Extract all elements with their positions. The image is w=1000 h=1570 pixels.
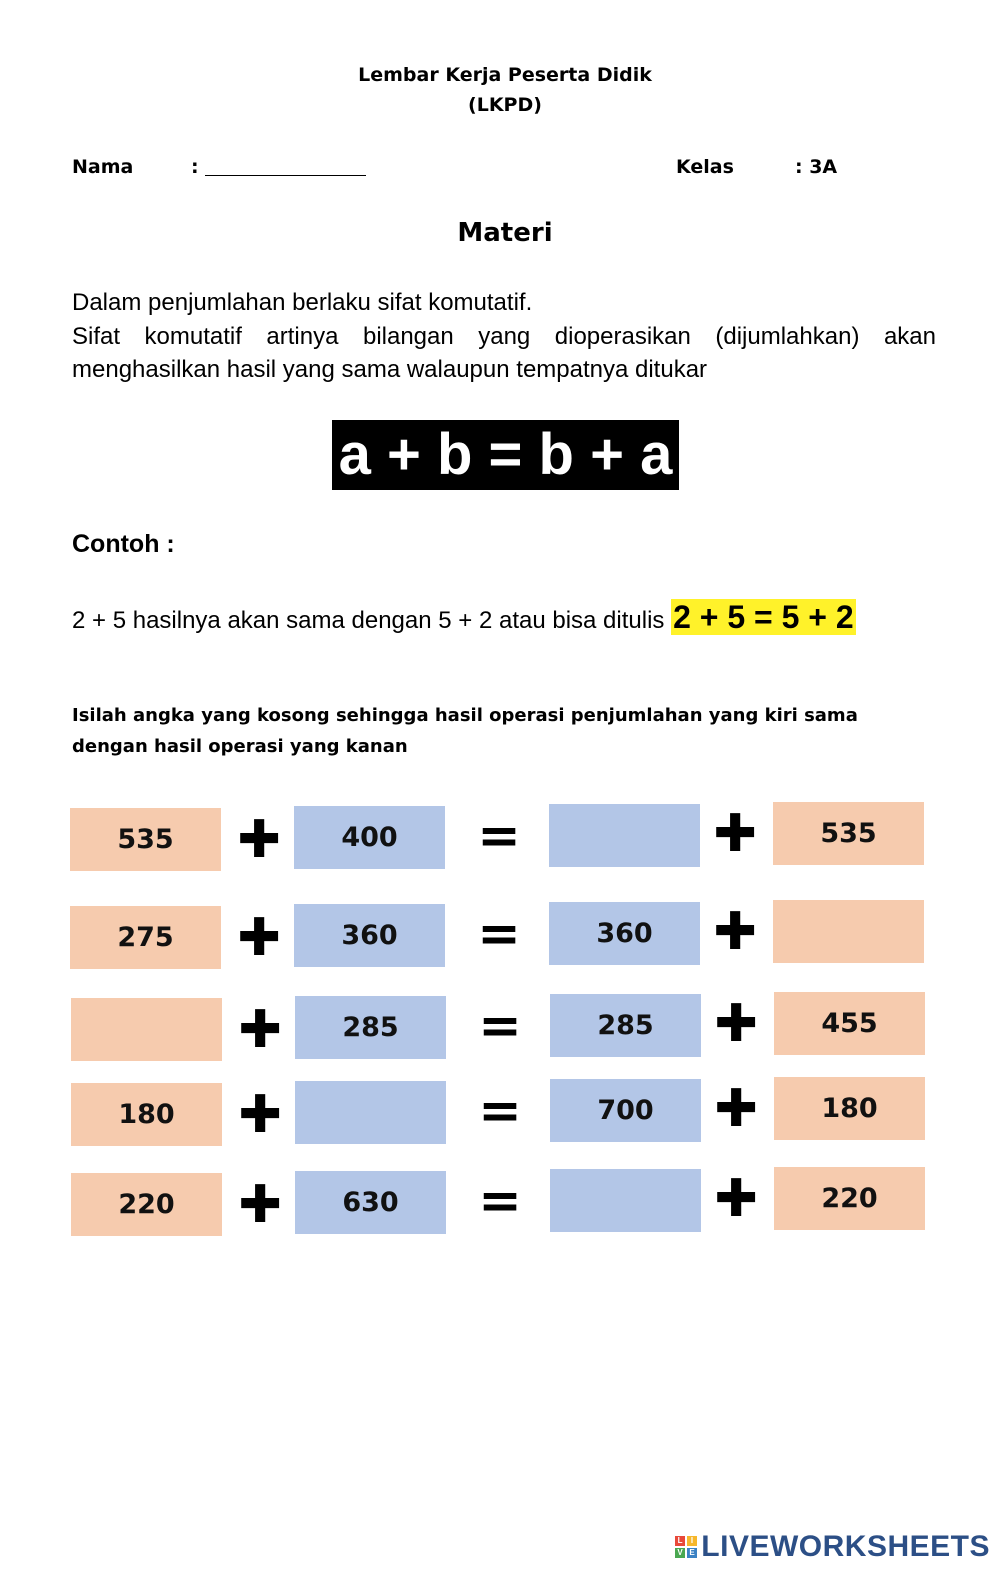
kelas-value: : 3A [795,156,838,178]
plus-icon: ✚ [714,993,758,1054]
row-4-box-c: 700 [550,1079,701,1142]
nama-blank-line[interactable] [205,174,366,176]
materi-line-1: Dalam penjumlahan berlaku sifat komutatif. [72,289,533,316]
plus-icon: ✚ [238,1174,282,1235]
row-3-box-d: 455 [774,992,925,1055]
row-1-box-a: 535 [70,808,221,871]
plus-icon: ✚ [713,803,757,864]
worksheet-subtitle: (LKPD) [468,94,542,116]
kelas-label: Kelas [676,156,734,178]
plus-icon: ✚ [238,1084,282,1145]
plus-icon: ✚ [237,907,281,968]
row-2-box-d-input[interactable] [773,900,924,963]
instruction-line-1: Isilah angka yang kosong sehingga hasil operasi penjumlahan yang kiri sama [72,705,858,726]
row-1-box-c-input[interactable] [549,804,700,867]
contoh-highlight: 2 + 5 = 5 + 2 [673,599,854,635]
worksheet-title: Lembar Kerja Peserta Didik [358,64,652,86]
plus-icon: ✚ [714,1168,758,1229]
row-4-box-d: 180 [774,1077,925,1140]
plus-icon: ✚ [237,809,281,870]
equals-icon: = [477,805,521,866]
row-3-box-b: 285 [295,996,446,1059]
equals-icon: = [478,1080,522,1141]
instruction-line-2: dengan hasil operasi yang kanan [72,736,408,757]
row-1-box-b: 400 [294,806,445,869]
nama-label: Nama [72,156,134,178]
plus-icon: ✚ [713,901,757,962]
row-2-box-a: 275 [70,906,221,969]
equals-icon: = [477,903,521,964]
row-5-box-d: 220 [774,1167,925,1230]
row-5-box-c-input[interactable] [550,1169,701,1232]
row-3-box-a-input[interactable] [71,998,222,1061]
nama-colon: : [191,156,199,178]
formula-box: a + b = b + a [332,420,679,490]
contoh-label: Contoh : [72,530,175,558]
plus-icon: ✚ [714,1078,758,1139]
contoh-text: 2 + 5 hasilnya akan sama dengan 5 + 2 atau bisa ditulis [72,607,665,634]
plus-icon: ✚ [238,999,282,1060]
row-5-box-b: 630 [295,1171,446,1234]
row-2-box-b: 360 [294,904,445,967]
materi-heading: Materi [457,218,553,248]
instruction [72,700,952,762]
liveworksheets-logo[interactable] [675,1530,990,1564]
row-3-box-c: 285 [550,994,701,1057]
materi-line-2: Sifat komutatif artinya bilangan yang dioperasikan (dijumlahkan) akan [72,323,936,350]
row-1-box-d: 535 [773,802,924,865]
equals-icon: = [478,995,522,1056]
row-4-box-b-input[interactable] [295,1081,446,1144]
row-5-box-a: 220 [71,1173,222,1236]
liveworksheets-text: LIVEWORKSHEETS [701,1530,990,1563]
row-4-box-a: 180 [71,1083,222,1146]
materi-line-3: menghasilkan hasil yang sama walaupun tempatnya ditukar [72,356,708,383]
contoh-example [72,600,856,638]
equals-icon: = [478,1170,522,1231]
row-2-box-c: 360 [549,902,700,965]
liveworksheets-icon: L I V E [675,1536,697,1558]
